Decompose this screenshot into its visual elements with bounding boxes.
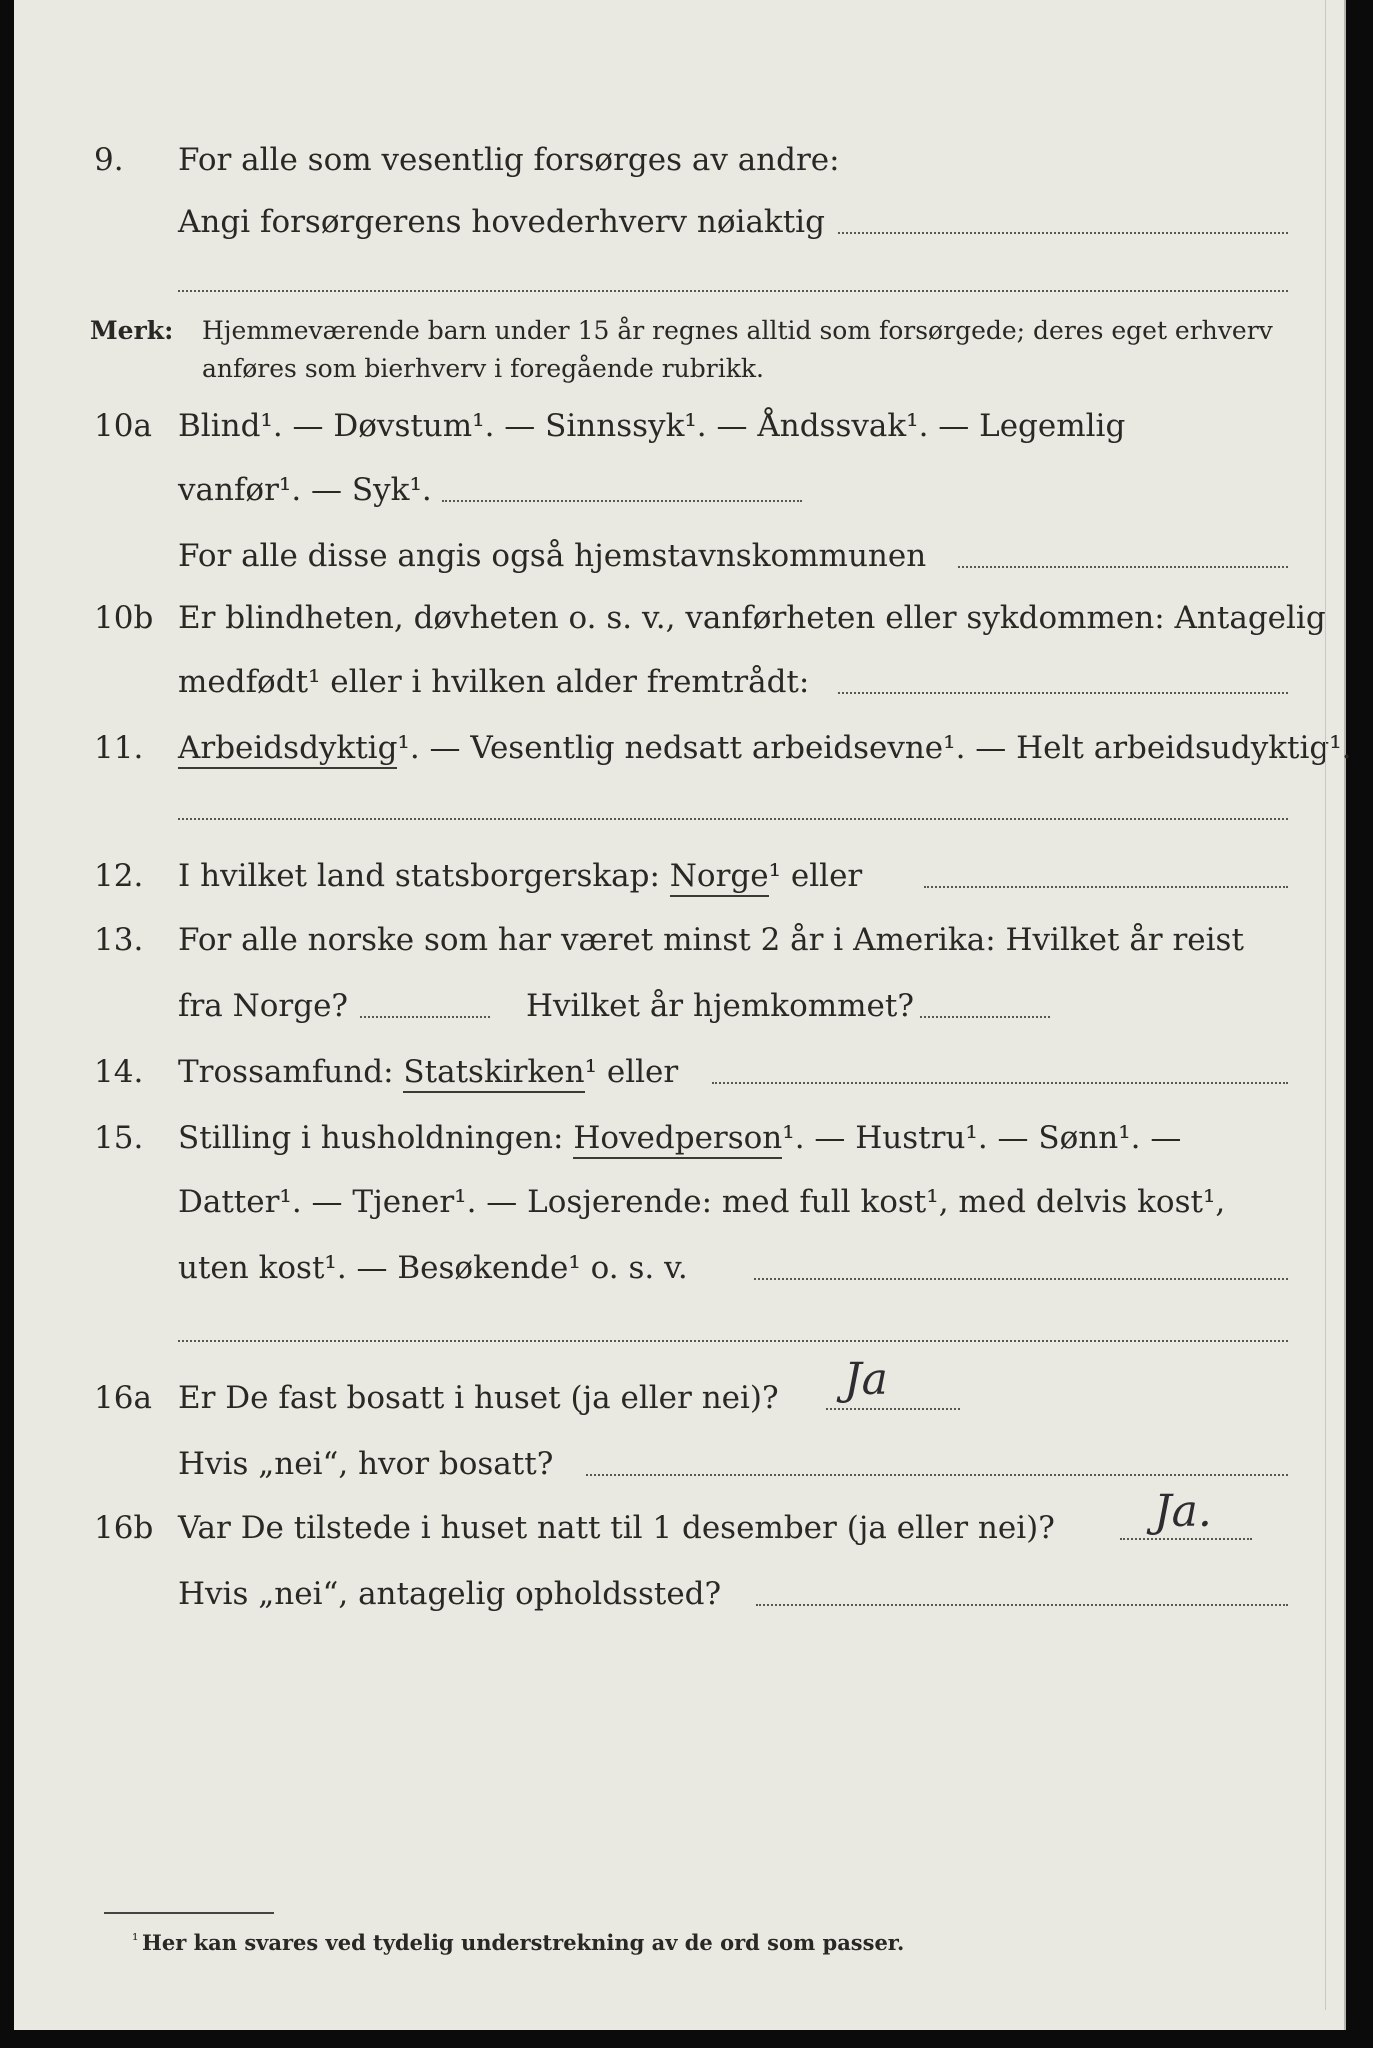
question-16a-line1	[14, 1354, 1344, 1424]
question-text: Angi forsørgerens hovederhverv nøiaktig	[178, 204, 825, 240]
question-text-pre: Trossamfund:	[178, 1054, 394, 1090]
census-form-page	[14, 0, 1352, 2030]
question-text: Var De tilstede i huset natt til 1 desember (ja eller nei)?	[178, 1510, 1055, 1546]
question-16a-line2	[14, 1438, 1344, 1490]
question-number: 14.	[94, 1054, 144, 1090]
question-text: For alle norske som har været minst 2 år i Amerika: Hvilket år reist	[178, 922, 1244, 958]
question-15-line1	[14, 1112, 1344, 1164]
question-number: 16a	[94, 1380, 152, 1416]
question-number: 9.	[94, 142, 124, 178]
question-13-line1	[14, 914, 1344, 966]
handwritten-answer[interactable]: Ja	[844, 1354, 888, 1405]
question-text: For alle disse angis også hjemstavnskommunen	[178, 538, 927, 574]
footnote-mark: ¹	[132, 1930, 139, 1949]
question-text-rest: ¹. — Vesentlig nedsatt arbeidsevne¹. — Helt arbeidsudyktig¹.	[397, 730, 1352, 766]
question-text: vanfør¹. — Syk¹.	[178, 472, 432, 508]
answer-line[interactable]	[838, 232, 1288, 234]
question-text-pre: I hvilket land statsborgerskap:	[178, 858, 660, 894]
question-11	[14, 722, 1352, 774]
answer-line[interactable]	[924, 886, 1288, 888]
question-text-pre: Stilling i husholdningen:	[178, 1120, 564, 1156]
question-text: For alle som vesentlig forsørges av andre:	[178, 142, 840, 178]
answer-line[interactable]	[360, 1016, 490, 1018]
question-text-post: ¹ eller	[584, 1054, 679, 1090]
question-15-line3	[14, 1242, 1344, 1294]
question-9-line2	[14, 196, 1344, 248]
question-number: 12.	[94, 858, 144, 894]
answer-line[interactable]	[920, 1016, 1050, 1018]
question-text: Blind¹. — Døvstum¹. — Sinnssyk¹. — Åndssvak¹. — Legemlig	[178, 408, 1126, 444]
footnote-text: Her kan svares ved tydelig understrekning av de ord som passer.	[142, 1930, 905, 1955]
question-number: 15.	[94, 1120, 144, 1156]
question-number: 11.	[94, 730, 144, 766]
question-text	[178, 1046, 678, 1098]
answer-line[interactable]	[756, 1604, 1288, 1606]
underlined-answer[interactable]: Hovedperson	[573, 1120, 782, 1159]
question-text: uten kost¹. — Besøkende¹ o. s. v.	[178, 1250, 688, 1286]
question-12	[14, 850, 1344, 902]
answer-line[interactable]	[712, 1082, 1288, 1084]
handwritten-answer[interactable]: Ja.	[1154, 1486, 1212, 1537]
question-text: Er De fast bosatt i huset (ja eller nei)?	[178, 1380, 779, 1416]
question-text: medfødt¹ eller i hvilken alder fremtrådt:	[178, 664, 810, 700]
question-10a-line3	[14, 530, 1344, 582]
question-10b-line1	[14, 592, 1344, 644]
footnote-rule	[104, 1912, 274, 1914]
answer-line[interactable]	[838, 692, 1288, 694]
question-10a-line2	[14, 464, 1344, 516]
question-10b-line2	[14, 656, 1344, 708]
answer-line[interactable]	[958, 566, 1288, 568]
question-text	[178, 1112, 1181, 1164]
underlined-answer[interactable]: Norge	[670, 858, 769, 897]
question-text: Datter¹. — Tjener¹. — Losjerende: med full kost¹, med delvis kost¹,	[178, 1184, 1226, 1220]
question-text: fra Norge?	[178, 988, 349, 1024]
answer-line[interactable]	[754, 1278, 1288, 1280]
question-text-post: ¹. — Hustru¹. — Sønn¹. —	[782, 1120, 1182, 1156]
question-text	[178, 722, 1352, 774]
question-14	[14, 1046, 1344, 1098]
answer-line[interactable]	[178, 818, 1288, 820]
question-9-line1	[14, 134, 1344, 186]
question-10a-line1	[14, 400, 1344, 452]
question-number: 10b	[94, 600, 154, 636]
answer-line[interactable]	[178, 290, 1288, 292]
underlined-answer[interactable]: Statskirken	[403, 1054, 584, 1093]
question-number: 16b	[94, 1510, 154, 1546]
question-13-line2	[14, 980, 1344, 1032]
question-text-post: ¹ eller	[768, 858, 863, 894]
note-label: Merk:	[90, 316, 174, 345]
question-text	[178, 850, 862, 902]
question-16b-line1	[14, 1486, 1344, 1554]
underlined-answer[interactable]: Arbeidsdyktig	[178, 730, 397, 769]
answer-line[interactable]	[178, 1340, 1288, 1342]
question-number: 13.	[94, 922, 144, 958]
question-text: Hvis „nei“, antagelig opholdssted?	[178, 1576, 722, 1612]
answer-line[interactable]	[1120, 1538, 1252, 1540]
answer-line[interactable]	[826, 1408, 960, 1410]
note-text: anføres som bierhverv i foregående rubrikk.	[202, 354, 764, 383]
answer-line[interactable]	[442, 500, 802, 502]
question-text: Er blindheten, døvheten o. s. v., vanførheten eller sykdommen: Antagelig	[178, 600, 1326, 636]
question-15-line2	[14, 1176, 1344, 1228]
question-text: Hvis „nei“, hvor bosatt?	[178, 1446, 554, 1482]
question-text: Hvilket år hjemkommet?	[526, 988, 914, 1024]
answer-line[interactable]	[586, 1474, 1288, 1476]
note-text: Hjemmeværende barn under 15 år regnes alltid som forsørgede; deres eget erhverv	[202, 316, 1273, 345]
question-number: 10a	[94, 408, 152, 444]
question-16b-line2	[14, 1568, 1344, 1620]
